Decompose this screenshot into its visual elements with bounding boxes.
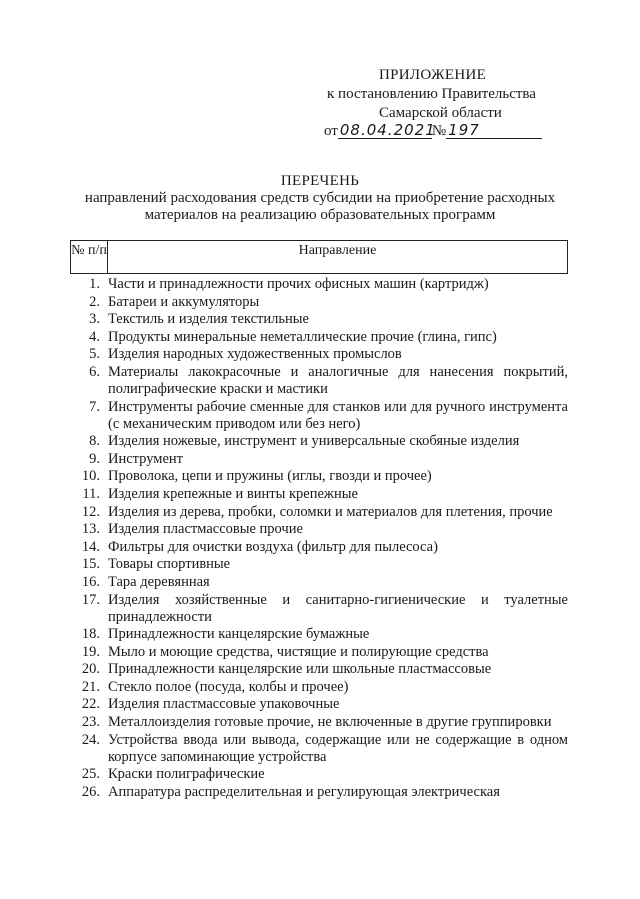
- row-direction-text: Стекло полое (посуда, колбы и прочее): [108, 678, 349, 695]
- table-row: [70, 311, 568, 328]
- appendix-date-line: [324, 122, 542, 140]
- row-number: 1.: [89, 276, 100, 292]
- row-direction-text: Изделия пластмассовые прочие: [108, 521, 303, 538]
- appendix-resolution-line: к постановлению Правительства: [327, 86, 536, 102]
- row-number: 2.: [89, 293, 100, 310]
- row-direction-text: Изделия пластмассовые упаковочные: [108, 696, 340, 713]
- table-row: [70, 504, 568, 521]
- row-number: 8.: [89, 433, 100, 450]
- table-row: [70, 592, 568, 626]
- row-direction-text: Изделия из дерева, пробки, соломки и материалов для плетения, прочие: [108, 503, 553, 520]
- table-row: [70, 626, 568, 643]
- row-direction-text: Изделия хозяйственные и санитарно-гигиенические и туалетные принадлежности: [108, 591, 568, 625]
- row-direction-text: Краски полиграфические: [108, 766, 265, 783]
- row-number: 26.: [81, 783, 100, 800]
- row-direction-text: Принадлежности канцелярские бумажные: [108, 626, 370, 643]
- table-row: [70, 766, 568, 783]
- appendix-region-line: Самарской области: [379, 105, 502, 121]
- row-direction-text: Принадлежности канцелярские или школьные пластмассовые: [108, 661, 492, 678]
- row-direction-text: Части и принадлежности прочих офисных машин (картридж): [108, 276, 489, 292]
- row-number: 24.: [81, 731, 100, 748]
- row-number: 14.: [81, 538, 100, 555]
- row-direction-text: Металлоизделия готовые прочие, не включенные в другие группировки: [108, 714, 552, 731]
- table-row: [70, 539, 568, 556]
- table-row: [70, 468, 568, 485]
- row-number: 7.: [89, 398, 100, 415]
- row-number: 5.: [89, 346, 100, 363]
- table-row: [70, 399, 568, 433]
- row-number: 17.: [81, 591, 100, 608]
- row-direction-text: Изделия народных художественных промыслов: [108, 346, 402, 363]
- table-row: [70, 276, 568, 293]
- table-row: [70, 644, 568, 661]
- table-row: [70, 661, 568, 678]
- row-number: 10.: [81, 468, 100, 485]
- row-number: 13.: [81, 521, 100, 538]
- row-direction-text: Мыло и моющие средства, чистящие и полирующие средства: [108, 643, 489, 660]
- row-direction-text: Фильтры для очистки воздуха (фильтр для пылесоса): [108, 538, 438, 555]
- row-direction-text: Продукты минеральные неметаллические прочие (глина, гипс): [108, 328, 497, 345]
- row-number: 9.: [89, 450, 100, 467]
- appendix-title: ПРИЛОЖЕНИЕ: [379, 67, 487, 83]
- row-number: 3.: [89, 311, 100, 328]
- table-row: [70, 294, 568, 311]
- table-row: [70, 451, 568, 468]
- document-subtitle-line-2: материалов на реализацию образовательных программ: [144, 207, 496, 223]
- row-number: 18.: [81, 626, 100, 643]
- row-number: 23.: [81, 714, 100, 731]
- table-header: [70, 240, 568, 274]
- row-direction-text: Материалы лакокрасочные и аналогичные для нанесения покрытий, полиграфические краски и мастики: [108, 363, 568, 397]
- table-row: [70, 574, 568, 591]
- table-row: [70, 521, 568, 538]
- table-row: [70, 784, 568, 801]
- row-number: 4.: [89, 328, 100, 345]
- row-direction-text: Товары спортивные: [108, 556, 231, 573]
- column-header-number: № п/п: [71, 241, 108, 273]
- row-direction-text: Инструмент: [108, 450, 184, 467]
- table-row: [70, 732, 568, 766]
- table-row: [70, 556, 568, 573]
- document-subtitle-line-1: направлений расходования средств субсидии на приобретение расходных: [84, 190, 556, 206]
- table-row: [70, 346, 568, 363]
- row-direction-text: Тара деревянная: [108, 573, 210, 590]
- table-row: [70, 364, 568, 398]
- row-number: 22.: [81, 696, 100, 713]
- document-title: ПЕРЕЧЕНЬ: [280, 173, 360, 189]
- table-row: [70, 433, 568, 450]
- row-direction-text: Инструменты рабочие сменные для станков или для ручного инструмента (с механическим приводом или без него): [108, 398, 568, 432]
- row-number: 19.: [81, 643, 100, 660]
- handwritten-number: 197: [446, 122, 542, 139]
- row-number: 16.: [81, 573, 100, 590]
- row-number: 15.: [81, 556, 100, 573]
- date-prefix: от: [324, 123, 338, 139]
- row-number: 20.: [81, 661, 100, 678]
- direction-list: [70, 276, 568, 801]
- table-row: [70, 679, 568, 696]
- row-direction-text: Проволока, цепи и пружины (иглы, гвозди и прочее): [108, 468, 432, 485]
- row-direction-text: Изделия ножевые, инструмент и универсальные скобяные изделия: [108, 433, 520, 450]
- row-direction-text: Устройства ввода или вывода, содержащие или не содержащие в одном корпусе запоминающие устройства: [108, 731, 568, 765]
- row-number: 6.: [89, 363, 100, 380]
- table-row: [70, 329, 568, 346]
- column-header-direction: Направление: [298, 243, 377, 258]
- table-row: [70, 696, 568, 713]
- row-number: 11.: [82, 485, 100, 502]
- row-direction-text: Аппаратура распределительная и регулирующая электрическая: [108, 783, 500, 800]
- row-direction-text: Батареи и аккумуляторы: [108, 293, 260, 310]
- row-direction-text: Текстиль и изделия текстильные: [108, 311, 309, 328]
- handwritten-date: 08.04.2021: [339, 121, 436, 139]
- row-number: 12.: [81, 503, 100, 520]
- table-row: [70, 486, 568, 503]
- number-prefix: №: [431, 123, 447, 139]
- table-row: [70, 714, 568, 731]
- row-number: 21.: [81, 678, 100, 695]
- row-number: 25.: [81, 766, 100, 783]
- row-direction-text: Изделия крепежные и винты крепежные: [108, 485, 358, 502]
